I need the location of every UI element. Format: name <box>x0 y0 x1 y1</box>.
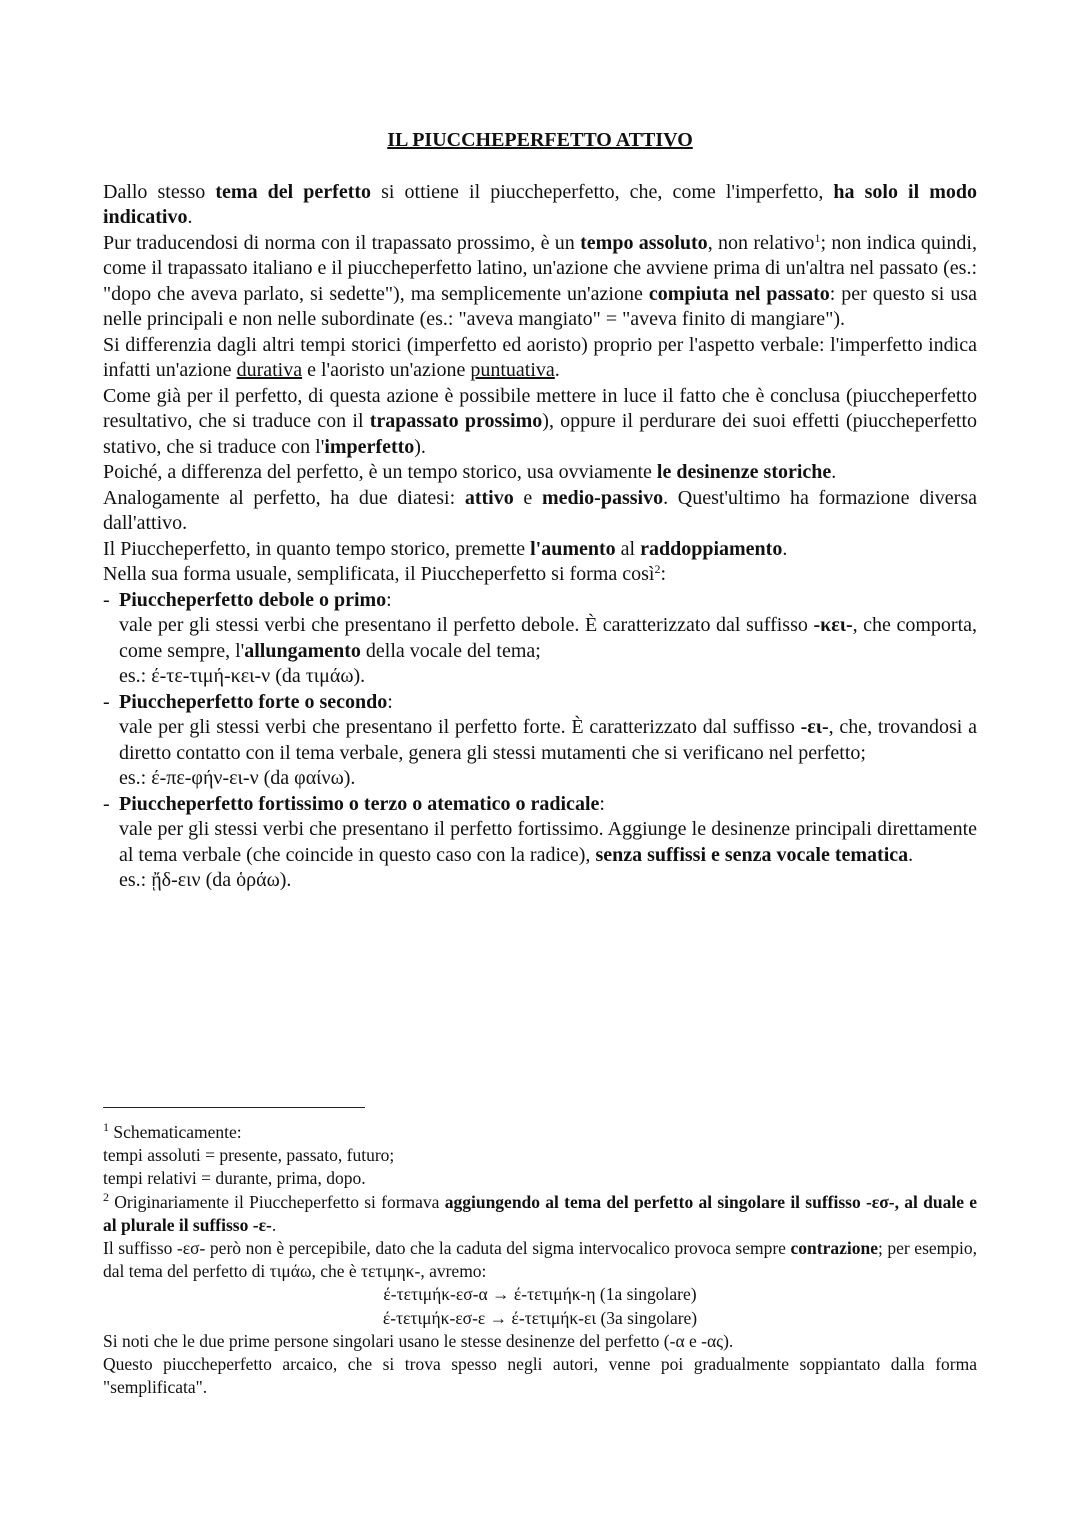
bold-text: compiuta nel passato <box>648 282 830 305</box>
text-run: έ-τετιμήκ-εσ-α → έ-τετιμήκ-η (1a singolare) <box>383 1284 697 1305</box>
footnote-line <box>103 1121 977 1144</box>
text-run: si ottiene il piuccheperfetto, che, come l'imperfetto, <box>371 180 834 203</box>
footnote-line <box>103 1353 977 1399</box>
text-run: vale per gli stessi verbi che presentano il perfetto debole. È caratterizzato dal suffisso <box>119 614 814 636</box>
bold-text: tema del perfetto <box>215 180 372 203</box>
list-heading <box>119 690 977 716</box>
text-run: Originariamente il Piuccheperfetto si formava <box>109 1191 445 1212</box>
text-run: . Quest'ultimo ha formazione diversa dall'attivo. <box>103 486 977 534</box>
paragraph <box>103 384 977 461</box>
text-run: : <box>660 563 667 585</box>
footnote-separator <box>103 1107 365 1108</box>
text-run: : per questo si usa nelle principali e non nelle subordinate (es.: "aveva mangiato" = "aveva finito di mangiare"). <box>103 282 977 330</box>
text-run: al <box>615 537 641 560</box>
list-example <box>119 766 977 792</box>
footnote-line <box>103 1330 977 1353</box>
bold-text: -ει- <box>800 716 829 738</box>
bold-text: senza suffissi e senza vocale tematica <box>595 843 909 866</box>
bold-text: tempo assoluto <box>580 231 708 254</box>
text-run: tempi assoluti = presente, passato, futuro; <box>103 1145 395 1166</box>
footnote-ref: 1 <box>814 230 821 245</box>
paragraph <box>103 562 977 588</box>
footnote-line <box>103 1191 977 1237</box>
list-description <box>119 817 977 868</box>
bold-text: Piuccheperfetto forte o secondo <box>119 690 388 713</box>
text-run: della vocale del tema; <box>360 639 541 662</box>
paragraph <box>103 231 977 333</box>
text-run: es.: ᾔδ-ειν (da ὁράω). <box>119 869 292 891</box>
text-run: : <box>599 792 605 815</box>
text-run: : <box>386 588 392 611</box>
list-bullet: - <box>103 792 110 815</box>
text-run: . <box>187 206 193 228</box>
bold-text: aggiungendo al tema del perfetto al singolare il suffisso -εσ-, al duale e al plurale il suffisso -ε- <box>103 1191 977 1235</box>
text-run: ). <box>414 435 426 458</box>
list-description <box>119 613 977 664</box>
footnote-line <box>103 1307 977 1330</box>
text-run: . <box>554 359 560 381</box>
footnotes <box>103 1107 977 1399</box>
text-run: es.: έ-πε-φήν-ει-ν (da φαίνω). <box>119 767 356 789</box>
footnote <box>103 1191 977 1400</box>
list-description <box>119 715 977 766</box>
footnote-ref: 2 <box>103 1189 109 1204</box>
list-example <box>119 868 977 894</box>
text-run: Il suffisso -εσ- però non è percepibile, dato che la caduta del sigma intervocalico provoca sempre <box>103 1238 791 1259</box>
text-run: Pur traducendosi di norma con il trapassato prossimo, è un <box>103 231 581 254</box>
text-run: Il Piuccheperfetto, in quanto tempo storico, premette <box>103 537 531 560</box>
text-run: e l'aoristo un'azione <box>302 359 471 381</box>
underlined-text: durativa <box>236 359 303 381</box>
text-run: Come già per il perfetto, di questa azione è possibile mettere in luce il fatto che è conclusa (piuccheperfetto resultativo, che si traduce con il <box>103 384 977 432</box>
list-bullet: - <box>103 690 110 713</box>
bold-text: ha solo il modo indicativo <box>103 180 977 228</box>
paragraphs <box>103 180 977 588</box>
text-run: Poiché, a differenza del perfetto, è un tempo storico, usa ovviamente <box>103 461 657 483</box>
footnote <box>103 1121 977 1191</box>
text-run: Si noti che le due prime persone singolari usano le stesse desinenze del perfetto (-α e -ας). <box>103 1330 734 1351</box>
text-run: ; per esempio, dal tema del perfetto di τιμάω, che è τετιμηκ-, avremo: <box>103 1238 977 1282</box>
footnote-line <box>103 1144 977 1167</box>
paragraph <box>103 180 977 231</box>
text-run: . <box>831 461 837 483</box>
text-run: . <box>908 843 914 866</box>
text-run: tempi relativi = durante, prima, dopo. <box>103 1168 366 1189</box>
list-heading <box>119 588 977 614</box>
bold-text: attivo <box>464 486 514 509</box>
footnote-line <box>103 1237 977 1283</box>
footnote-line <box>103 1283 977 1306</box>
paragraph <box>103 537 977 563</box>
list-item <box>103 792 977 894</box>
paragraph <box>103 486 977 537</box>
text-run: Dallo stesso <box>103 180 216 203</box>
list-item <box>103 690 977 792</box>
bold-text: contrazione <box>790 1238 878 1259</box>
bold-text: Piuccheperfetto debole o primo <box>119 588 387 611</box>
bold-text: Piuccheperfetto fortissimo o terzo o atematico o radicale <box>119 792 600 815</box>
text-run: , non relativo <box>707 231 815 254</box>
paragraph <box>103 333 977 384</box>
text-run: ; non indica quindi, come il trapassato italiano e il piuccheperfetto latino, un'azione che avviene prima di un'altra nel passato (es.: "dopo che aveva parlato, si sedette"), ma semplicemente un'azione <box>103 231 977 305</box>
bold-text: trapassato prossimo <box>369 410 543 432</box>
bold-text: raddoppiamento <box>640 537 783 560</box>
text-run: Schematicamente: <box>109 1122 242 1142</box>
list-bullet: - <box>103 588 110 611</box>
text-run: Analogamente al perfetto, ha due diatesi: <box>103 486 465 509</box>
text-run: es.: έ-τε-τιμή-κει-ν (da τιμάω). <box>119 665 366 687</box>
document-title: IL PIUCCHEPERFETTO ATTIVO <box>387 129 693 151</box>
list-example <box>119 664 977 690</box>
footnote-ref: 1 <box>103 1120 109 1134</box>
bold-text: medio-passivo <box>541 486 664 509</box>
text-run: Nella sua forma usuale, semplificata, il Piuccheperfetto si forma così <box>103 563 655 585</box>
footnote-line <box>103 1167 977 1190</box>
text-run: vale per gli stessi verbi che presentano il perfetto forte. È caratterizzato dal suffisso <box>119 716 801 738</box>
bold-text: l'aumento <box>530 537 616 560</box>
text-run: e <box>513 486 542 509</box>
text-run: Questo piuccheperfetto arcaico, che si trova spesso negli autori, venne poi gradualmente soppiantato dalla forma "semplificata". <box>103 1354 977 1398</box>
text-run: Si differenzia dagli altri tempi storici (imperfetto ed aoristo) proprio per l'aspetto verbale: l'imperfetto indica infatti un'azione <box>103 333 977 381</box>
paragraph <box>103 460 977 486</box>
list-heading <box>119 792 977 818</box>
footnote-ref: 2 <box>654 562 661 576</box>
text-run: , che, trovandosi a diretto contatto con il tema verbale, genera gli stessi mutamenti che si verificano nel perfetto; <box>119 716 977 764</box>
text-run: ), oppure il perdurare dei suoi effetti (piuccheperfetto stativo, che si traduce con l' <box>103 410 977 458</box>
text-run: vale per gli stessi verbi che presentano il perfetto fortissimo. Aggiunge le desinenze principali direttamente al tema verbale (che coincide in questo caso con la radice), <box>119 818 977 866</box>
underlined-text: puntuativa <box>470 359 555 381</box>
formation-list <box>103 588 977 894</box>
bold-text: le desinenze storiche <box>656 461 832 483</box>
text-run: : <box>387 690 393 713</box>
bold-text: -κει- <box>813 614 853 636</box>
bold-text: imperfetto <box>324 435 415 458</box>
document-body <box>103 128 977 894</box>
bold-text: allungamento <box>244 639 361 662</box>
text-run: . <box>782 537 788 560</box>
text-run: , che comporta, come sempre, l' <box>119 614 978 662</box>
list-item <box>103 588 977 690</box>
text-run: . <box>271 1214 277 1235</box>
text-run: έ-τετιμήκ-εσ-ε → έ-τετιμήκ-ει (3a singolare) <box>382 1307 698 1328</box>
